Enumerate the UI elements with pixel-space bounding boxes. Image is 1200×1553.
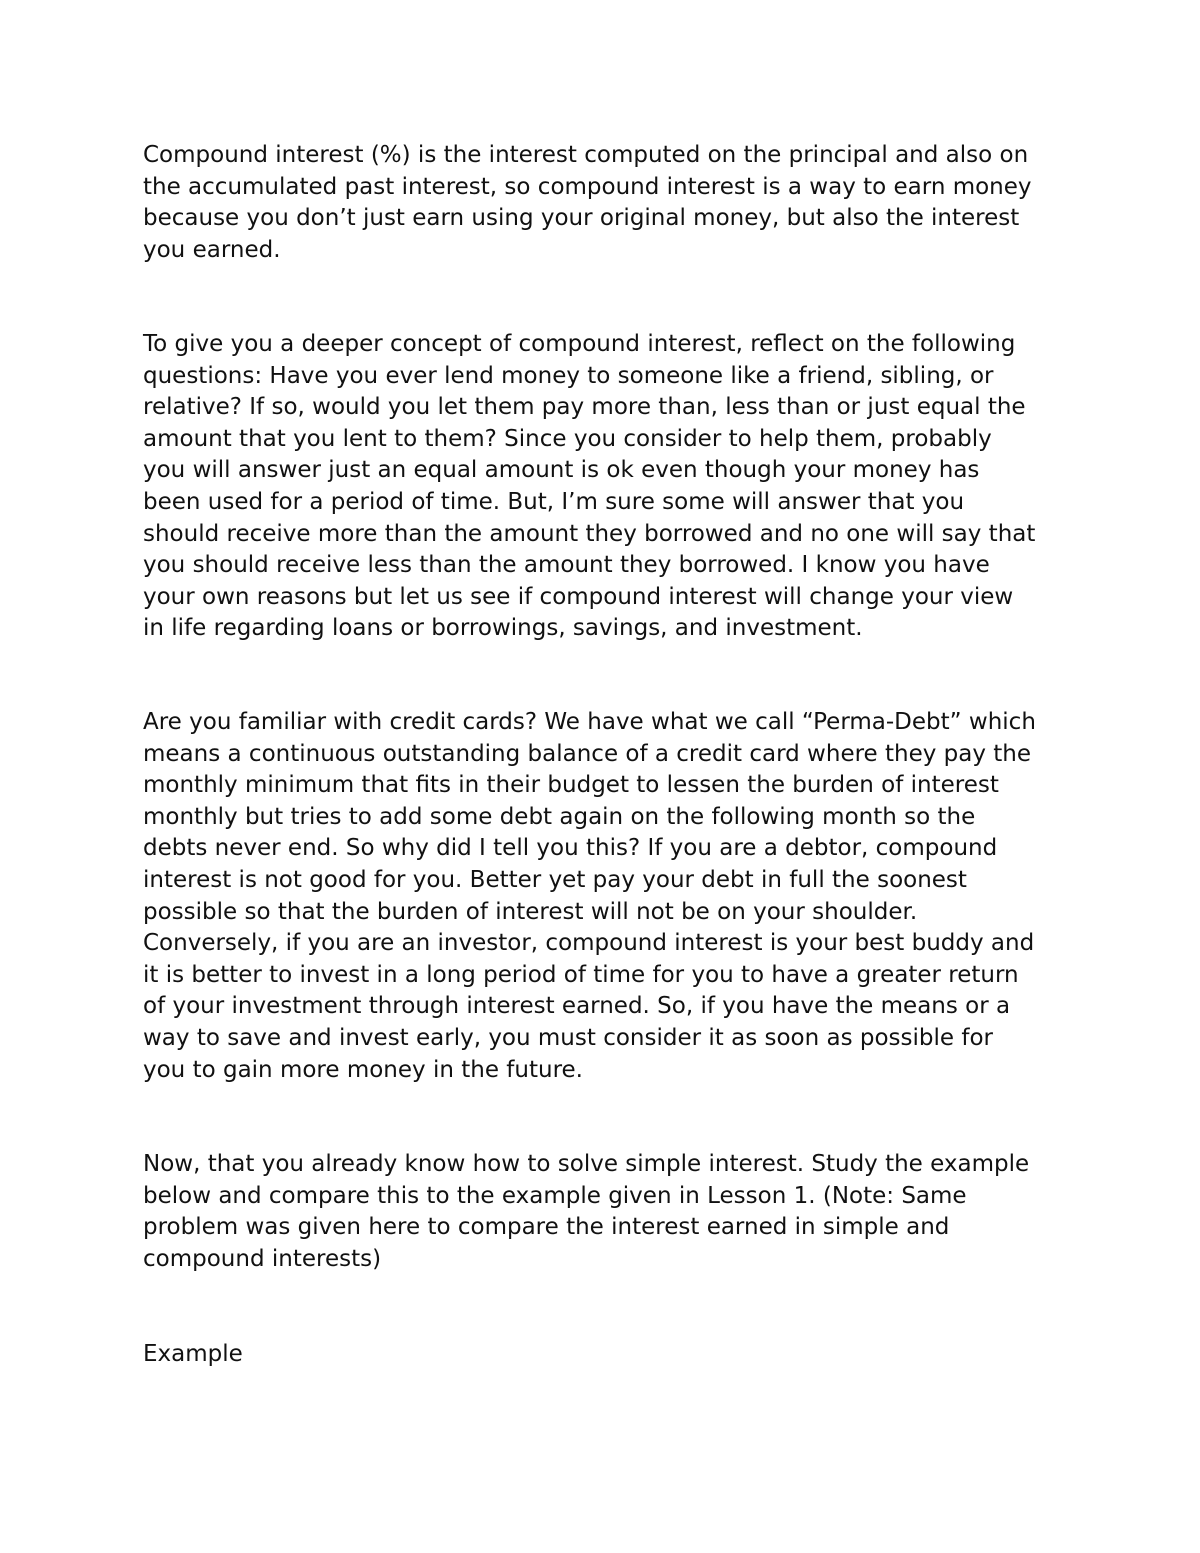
paragraph-credit-cards: Are you familiar with credit cards? We have what we call “Perma-Debt” which means a continuous outstanding balance of a credit card where they pay the monthly minimum that fits in their budget to lessen the burden of interest monthly but tries to add some debt again on the following month so the debts never end. So why did I tell you this? If you are a debtor, compound interest is not good for you. Better yet pay your debt in full the soonest possible so that the burden of interest will not be on your shoulder. Conversely, if you are an investor, compound interest is your best buddy and it is better to invest in a long period of time for you to have a greater return of your investment through interest earned. So, if you have the means or a way to save and invest early, you must consider it as soon as possible for you to gain more money in the future. [143, 709, 1036, 1083]
paragraph-lending-reflection: To give you a deeper concept of compound interest, reflect on the following questions: Have you ever lend money to someone like a friend, sibling, or relative? If so, would you let them pay more than, less than or just equal the amount that you lent to them? Since you consider to help them, probably you will answer just an equal amount is ok even though your money has been used for a period of time. But, I’m sure some will answer that you should receive more than the amount they borrowed and no one will say that you should receive less than the amount they borrowed. I know you have your own reasons but let us see if compound interest will change your view in life regarding loans or borrowings, savings, and investment. [143, 331, 1036, 642]
paragraph-compound-interest-definition: Compound interest (%) is the interest computed on the principal and also on the accumulated past interest, so compound interest is a way to earn money because you don’t just earn using your original money, but also the interest you earned. [143, 142, 1032, 263]
paragraph-compare-simple-interest: Now, that you already know how to solve simple interest. Study the example below and compare this to the example given in Lesson 1. (Note: Same problem was given here to compare the interest earned in simple and compound interests) [143, 1151, 1030, 1272]
example-heading: Example [143, 1341, 243, 1367]
